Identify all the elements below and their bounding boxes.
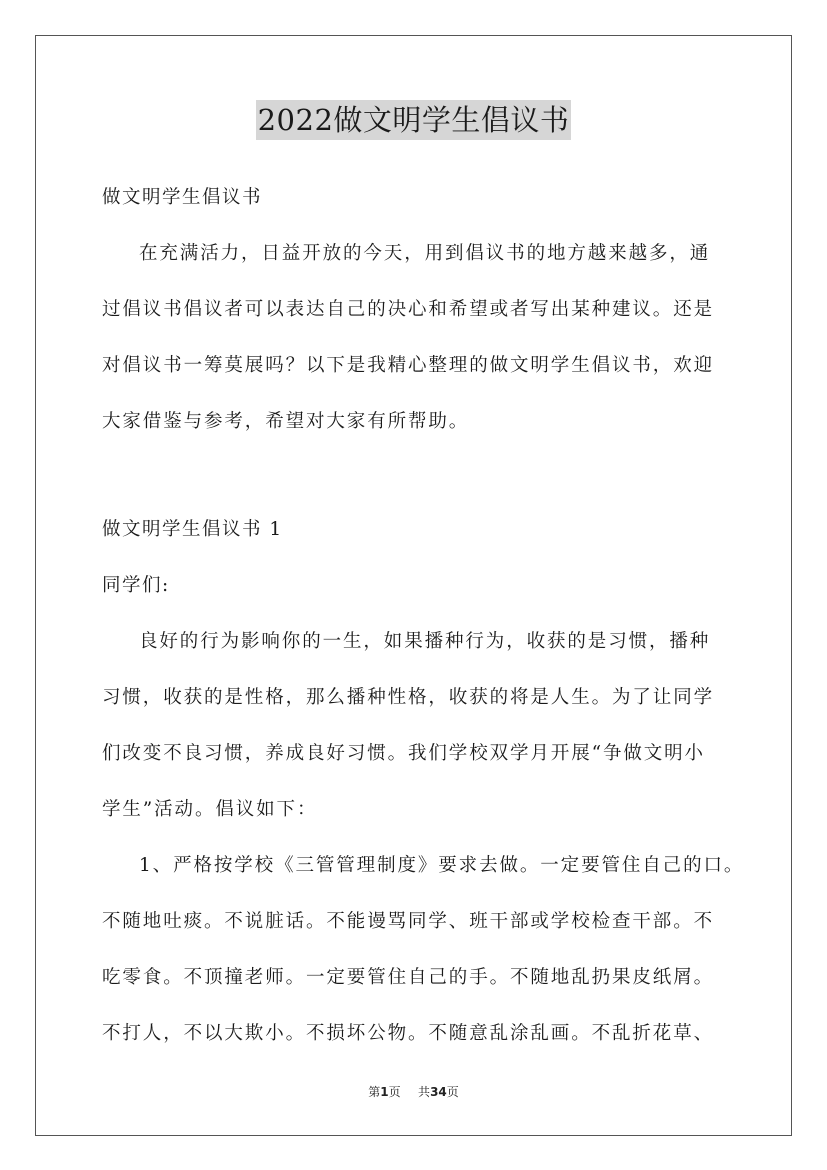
page-unit: 页	[388, 1085, 401, 1099]
section-heading: 做文明学生倡议书 1	[102, 519, 283, 540]
page-footer	[0, 1083, 827, 1100]
document-body	[102, 170, 745, 1062]
paragraph-line: 不随地吐痰。不说脏话。不能谩骂同学、班干部或学校检查干部。不	[102, 911, 715, 932]
page-prefix: 第	[368, 1085, 381, 1099]
intro-line: 大家借鉴与参考，希望对大家有所帮助。	[102, 411, 470, 432]
paragraph-gap	[102, 450, 727, 502]
paragraph-line: 不打人，不以大欺小。不损坏公物。不随意乱涂乱画。不乱折花草、	[102, 1023, 715, 1044]
total-pages: 34	[430, 1085, 447, 1099]
paragraph-line: 们改变不良习惯，养成良好习惯。我们学校双学月开展“争做文明小	[102, 743, 705, 764]
document-title: 2022做文明学生倡议书	[256, 100, 572, 140]
intro-line: 对倡议书一筹莫展吗？以下是我精心整理的做文明学生倡议书，欢迎	[102, 355, 715, 376]
salutation: 同学们:	[102, 575, 170, 596]
paragraph-line: 习惯，收获的是性格，那么播种性格，收获的将是人生。为了让同学	[102, 687, 715, 708]
total-prefix: 共	[418, 1085, 431, 1099]
page-number: 1	[380, 1085, 389, 1099]
title-container	[0, 100, 827, 140]
intro-paragraph	[102, 226, 727, 450]
intro-line: 在充满活力，日益开放的今天，用到倡议书的地方越来越多，通	[139, 243, 711, 264]
paragraph-line: 学生”活动。倡议如下：	[102, 799, 318, 820]
paragraph-line: 良好的行为影响你的一生，如果播种行为，收获的是习惯，播种	[139, 631, 711, 652]
paragraph-1	[102, 614, 727, 838]
total-unit: 页	[446, 1085, 459, 1099]
intro-line: 过倡议书倡议者可以表达自己的决心和希望或者写出某种建议。还是	[102, 299, 715, 320]
paragraph-2	[102, 838, 745, 1062]
subtitle: 做文明学生倡议书	[102, 187, 263, 208]
paragraph-line: 吃零食。不顶撞老师。一定要管住自己的手。不随地乱扔果皮纸屑。	[102, 967, 715, 988]
paragraph-line: 1、严格按学校《三管管理制度》要求去做。一定要管住自己的口。	[139, 855, 745, 876]
